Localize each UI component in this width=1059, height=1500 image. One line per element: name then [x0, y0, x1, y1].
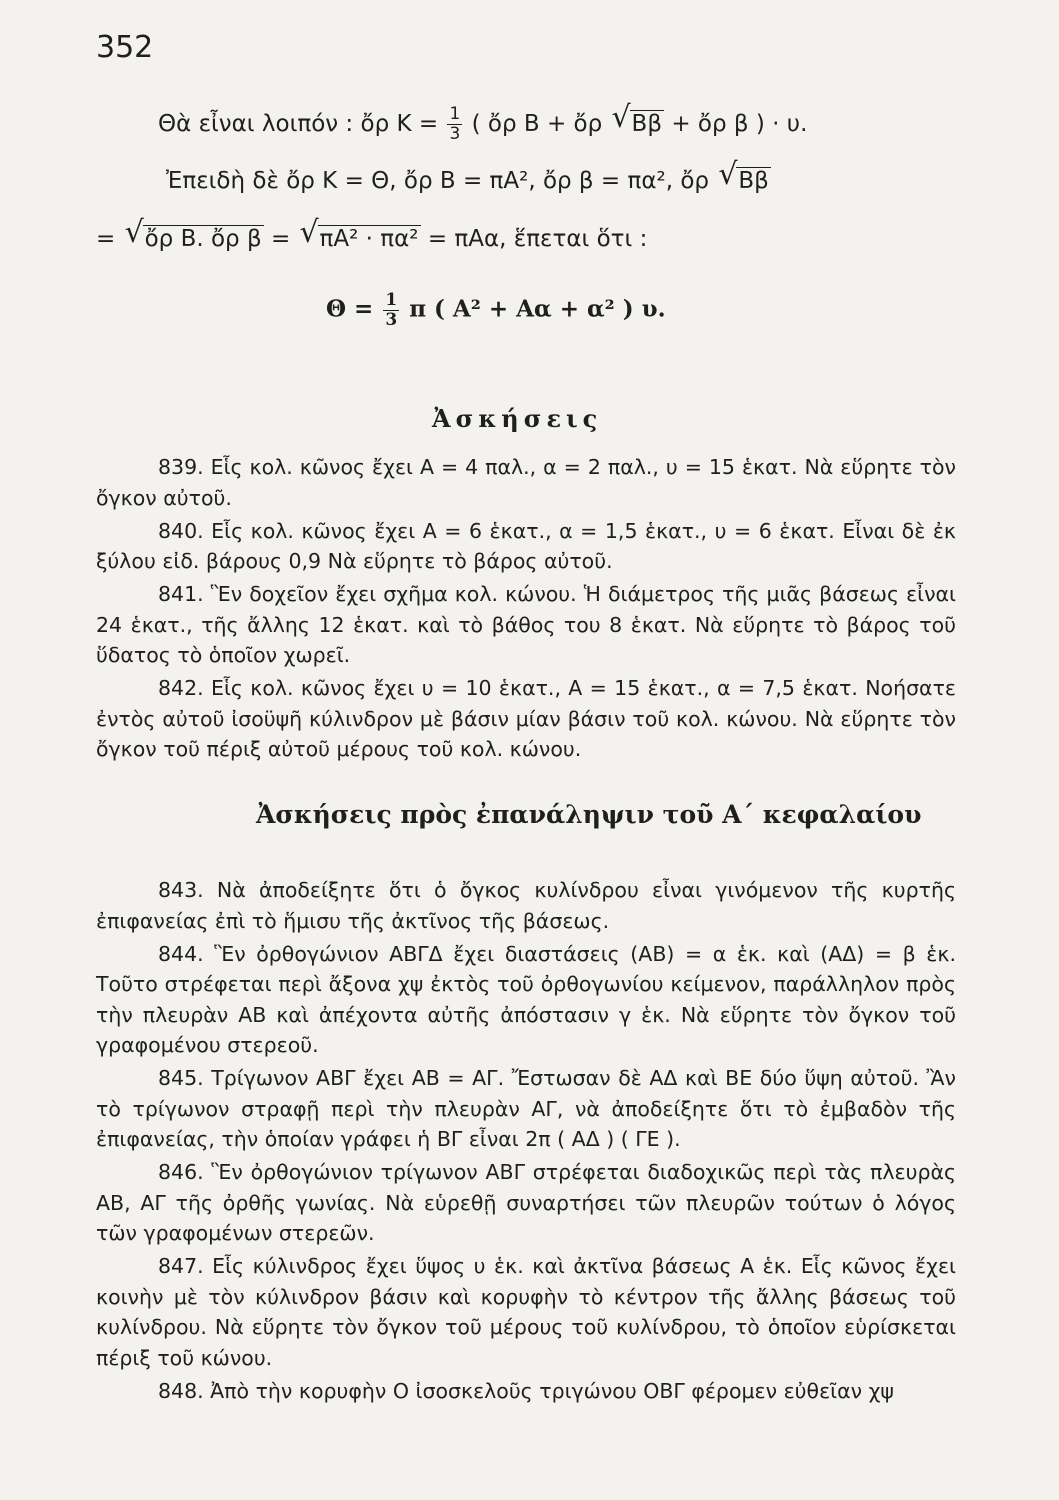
exercise-item: 842. Εἷς κολ. κῶνος ἔχει υ = 10 ἑκατ., Α = 15 ἑκατ., α = 7,5 ἑκατ. Νοήσατε ἐντὸς αὐτοῦ ἰσοϋψῆ κύλινδρον μὲ βάσιν μίαν βάσιν τοῦ κολ. κώνου. Νὰ εὕρητε τὸν ὄγκον τοῦ πέριξ αὐτοῦ μέρους τοῦ κολ. κώνου.: [96, 676, 956, 761]
math-line-1-mid: ( ὄρ Β + ὄρ: [471, 111, 603, 137]
exercises-block: [96, 452, 956, 767]
radical-icon: √: [611, 100, 631, 135]
volume-formula: [326, 292, 666, 329]
fraction-one-third: [383, 292, 399, 329]
review-exercises-block: [96, 875, 956, 1409]
section-title: Ἀσκήσεις: [432, 404, 603, 433]
radicand: ὄρ Β. ὄρ β: [144, 226, 262, 252]
fraction-denominator: 3: [385, 310, 398, 330]
square-root: [718, 157, 770, 194]
math-line-3-suffix: = πΑα, ἕπεται ὅτι :: [427, 226, 648, 252]
radicand: πΑ² · πα²: [319, 226, 419, 252]
radical-icon: √: [124, 215, 144, 250]
fraction-denominator: 3: [449, 124, 461, 144]
fraction-numerator: 1: [449, 104, 461, 124]
radical-icon: √: [718, 157, 738, 192]
math-line-2-text: Ἐπειδὴ δὲ ὄρ Κ = Θ, ὄρ Β = πΑ², ὄρ β = πα², ὄρ: [166, 168, 710, 194]
formula-suffix: π ( Α² + Αα + α² ) υ.: [409, 295, 666, 323]
exercise-item: 846. Ἓν ὀρθογώνιον τρίγωνον ΑΒΓ στρέφεται διαδοχικῶς περὶ τὰς πλευρὰς ΑΒ, ΑΓ τῆς ὀρθῆς γωνίας. Νὰ εὑρεθῇ συναρτήσει τῶν πλευρῶν τούτων ὁ λόγος τῶν γραφομένων στερεῶν.: [96, 1160, 956, 1245]
fraction-one-third: [447, 106, 462, 143]
radicand: Ββ: [631, 111, 663, 137]
exercise-item: 848. Ἀπὸ τὴν κορυφὴν Ο ἰσοσκελοῦς τριγώνου ΟΒΓ φέρομεν εὐθεῖαν χψ: [158, 1378, 894, 1403]
square-root: [611, 100, 664, 137]
square-root: [124, 215, 264, 252]
math-line-3-prefix: =: [96, 226, 116, 252]
exercise-item: 845. Τρίγωνον ΑΒΓ ἔχει ΑΒ = ΑΓ. Ἔστωσαν δὲ ΑΔ καὶ ΒΕ δύο ὕψη αὐτοῦ. Ἂν τὸ τρίγωνον στραφῇ περὶ τὴν πλευρὰν ΑΓ, νὰ ἀποδείξητε ὅτι τὸ ἐμβαδὸν τῆς ἐπιφανείας, τὴν ὁποίαν γράφει ἡ ΒΓ εἶναι 2π ( ΑΔ ) ( ΓΕ ).: [96, 1066, 956, 1151]
exercise-item: 840. Εἷς κολ. κῶνος ἔχει Α = 6 ἑκατ., α = 1,5 ἑκατ., υ = 6 ἑκατ. Εἶναι δὲ ἐκ ξύλου εἰδ. βάρους 0,9 Νὰ εὕρητε τὸ βάρος αὐτοῦ.: [96, 518, 956, 573]
radicand: Ββ: [738, 168, 769, 194]
radical-icon: √: [299, 215, 319, 250]
fraction-numerator: 1: [385, 290, 398, 310]
math-line-3-eq: =: [270, 226, 291, 252]
chapter-title: Ἀσκήσεις πρὸς ἐπανάληψιν τοῦ Α΄ κεφαλαίου: [256, 800, 922, 829]
exercise-item: 841. Ἓν δοχεῖον ἔχει σχῆμα κολ. κώνου. Ἡ διάμετρος τῆς μιᾶς βάσεως εἶναι 24 ἑκατ., τῆς ἄλλης 12 ἑκατ. καὶ τὸ βάθος του 8 ἑκατ. Νὰ εὕρητε τὸ βάρος τοῦ ὕδατος τὸ ὁποῖον χωρεῖ.: [96, 582, 956, 667]
page-number: 352: [96, 30, 154, 65]
exercise-item: 843. Νὰ ἀποδείξητε ὅτι ὁ ὄγκος κυλίνδρου εἶναι γινόμενον τῆς κυρτῆς ἐπιφανείας ἐπὶ τὸ ἥμισυ τῆς ἀκτῖνος τῆς βάσεως.: [96, 878, 956, 933]
exercise-item: 839. Εἷς κολ. κῶνος ἔχει Α = 4 παλ., α = 2 παλ., υ = 15 ἑκατ. Νὰ εὕρητε τὸν ὄγκον αὐτοῦ.: [96, 455, 956, 510]
formula-prefix: Θ =: [326, 295, 374, 323]
math-line-1: [158, 100, 808, 144]
exercise-item: 844. Ἓν ὀρθογώνιον ΑΒΓΔ ἔχει διαστάσεις (ΑΒ) = α ἑκ. καὶ (ΑΔ) = β ἑκ. Τοῦτο στρέφεται περὶ ἄξονα χψ ἐκτὸς τοῦ ὀρθογωνίου κείμενον, παράλληλον πρὸς τὴν πλευρὰν ΑΒ καὶ ἀπέχοντα αὐτῆς ἀπόστασιν γ ἑκ. Νὰ εὕρητε τὸν ὄγκον τοῦ γραφομένου στερεοῦ.: [96, 941, 956, 1057]
square-root: [299, 215, 421, 252]
math-line-1-prefix: Θὰ εἶναι λοιπόν : ὄρ Κ =: [158, 111, 439, 137]
exercise-item: 847. Εἷς κύλινδρος ἔχει ὕψος υ ἑκ. καὶ ἀκτῖνα βάσεως Α ἑκ. Εἷς κῶνος ἔχει κοινὴν μὲ τὸν κύλινδρον βάσιν καὶ κορυφὴν τὸ κέντρον τῆς ἄλλης βάσεως τοῦ κυλίνδρου. Νὰ εὕρητε τὸν ὄγκον τοῦ μέρους τοῦ κυλίνδρου, τὸ ὁποῖον εὑρίσκεται πέριξ τοῦ κώνου.: [96, 1254, 956, 1370]
math-line-2: [166, 157, 771, 194]
math-line-3: [96, 215, 648, 252]
math-line-1-suffix: + ὄρ β ) · υ.: [671, 111, 808, 137]
